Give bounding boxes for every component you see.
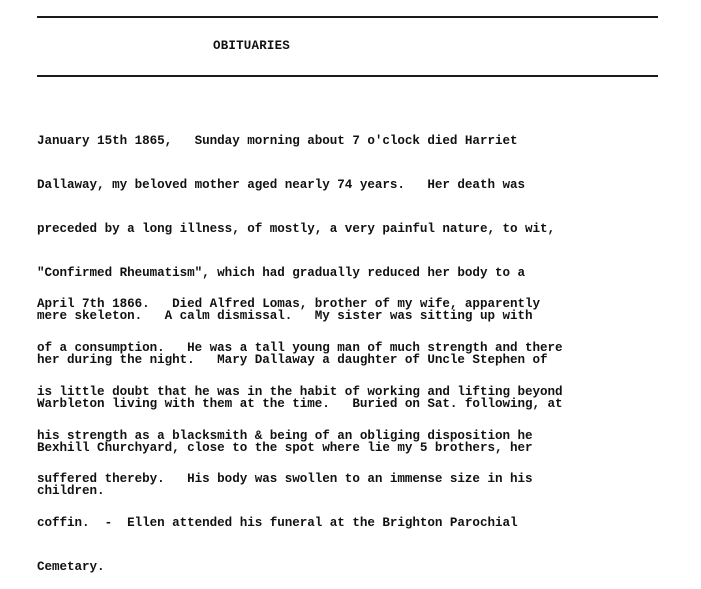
text-line: of a consumption. He was a tall young man of much strength and there xyxy=(37,340,563,355)
text-line: "Confirmed Rheumatism", which had gradually reduced her body to a xyxy=(37,265,525,280)
text-line: his strength as a blacksmith & being of an obliging disposition he xyxy=(37,428,533,443)
page-heading: OBITUARIES xyxy=(213,39,291,53)
text-line: preceded by a long illness, of mostly, a very painful nature, to wit, xyxy=(37,221,556,236)
text-line: Dallaway, my beloved mother aged nearly 74 years. Her death was xyxy=(37,177,525,192)
text-line: her during the night. Mary Dallaway a daughter of Uncle Stephen of xyxy=(37,353,548,368)
text-line: Warbleton living with them at the time. Buried on Sat. following, at xyxy=(37,396,563,411)
text-line: April 7th 1866. Died Alfred Lomas, brother of my wife, apparently xyxy=(37,297,541,312)
text-line: January 15th 1865, Sunday morning about 7 o'clock died Harriet xyxy=(37,134,518,149)
bottom-rule xyxy=(37,75,658,77)
text-line: is little doubt that he was in the habit of working and lifting beyond xyxy=(37,384,563,399)
obituary-entry-2 xyxy=(37,265,677,589)
text-line: mere skeleton. A calm dismissal. My sister was sitting up with xyxy=(37,309,533,324)
text-line: coffin. - Ellen attended his funeral at the Brighton Parochial xyxy=(37,516,518,531)
text-line: children. xyxy=(37,484,105,499)
text-line: Cemetary. xyxy=(37,559,105,574)
text-line: Bexhill Churchyard, close to the spot where lie my 5 brothers, her xyxy=(37,440,533,455)
text-line: suffered thereby. His body was swollen to an immense size in his xyxy=(37,472,533,487)
top-rule xyxy=(37,16,658,18)
